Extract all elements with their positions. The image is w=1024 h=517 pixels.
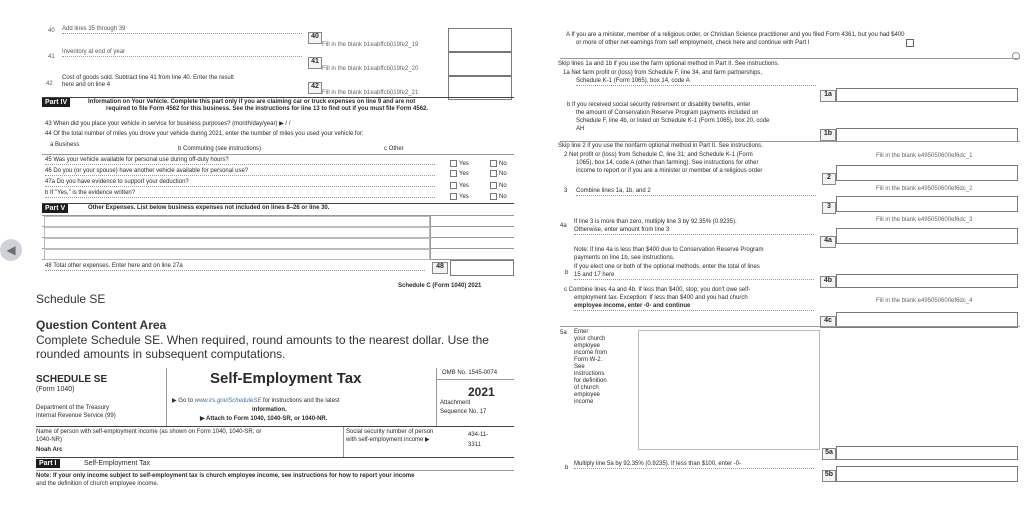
name-label: Name of person with self-employment income (as shown on Form 1040, 1040-SR, or	[36, 429, 262, 435]
ssn-value: 434-11-	[468, 432, 489, 438]
line-2-fill-label: Fill in the blank e495050600ef6dc_1	[876, 153, 973, 159]
previous-page-arrow-icon[interactable]: ◀	[0, 239, 22, 261]
line-3-box: 3	[822, 202, 836, 214]
dept-treasury: Department of the Treasury	[36, 405, 110, 411]
line-2-label: 2 Net profit or (loss) from Schedule C, line 31; and Schedule K-1 (Form	[564, 152, 753, 158]
attachment-label: Attachment	[440, 400, 471, 406]
line-44a-label: a Business	[50, 142, 80, 148]
line-1b-label: b If you received social security retirement or disability benefits, enter	[567, 102, 751, 108]
name-label-2: 1040-NR)	[36, 437, 63, 443]
line-4c-label: c Combine lines 4a and 4b. If less than $400, stop; you don't owe self-	[564, 287, 751, 293]
line-1a-label-2: Schedule K-1 (Form 1065), box 14, code A	[576, 78, 816, 86]
line-A-label: A If you are a minister, member of a religious order, or Christian Science practitioner and you filed Form 4361, but you had $400	[566, 32, 905, 38]
line-5a-input[interactable]	[638, 330, 820, 450]
line-2-label-2: 1065), box 14, code A (other than farming). See instructions for other	[576, 160, 759, 166]
part-v-label: Part V	[42, 204, 68, 213]
line-2-box: 2	[822, 173, 836, 185]
schedule-se-heading: Schedule SE	[36, 292, 106, 306]
line-47b-yes[interactable]: Yes	[450, 193, 469, 201]
line-2-label-3: income to report or if you are a minister or member of a religious order	[576, 168, 763, 174]
ssn-label: Social security number of person	[346, 429, 434, 435]
line-4a-box: 4a	[820, 236, 836, 248]
part-i-label: Part I	[36, 459, 60, 468]
line-4c-box: 4c	[820, 316, 836, 328]
other-expense-desc-1[interactable]	[44, 216, 430, 227]
other-expense-desc-2[interactable]	[44, 227, 430, 238]
line-5a-num: 5a	[560, 330, 567, 336]
line-40-fill-label: Fill in the blank b1eabffcb019fe2_19	[322, 42, 419, 48]
line-41-num: 41	[48, 54, 55, 60]
line-44c-label: c Other	[384, 146, 404, 152]
line-42-label: Cost of goods sold. Subtract line 41 from line 40. Enter the result here and on line 4	[62, 75, 234, 88]
line-47a-yes[interactable]: Yes	[450, 182, 469, 190]
ssn-label-2: with self-employment income ▶	[346, 437, 430, 443]
line-4c-label-2: employment tax. Exception: If less than $400 and you had church	[574, 295, 748, 301]
line-45-label: 45 Was your vehicle available for personal use during off-duty hours?	[45, 157, 435, 165]
line-42-num: 42	[46, 81, 53, 87]
line-A-label-2: or more of other net earnings from self employment, check here and continue with Part I	[576, 40, 810, 46]
line-40-label: Add lines 35 through 39	[62, 26, 302, 34]
line-4a-label: If line 3 is more than zero, multiply line 3 by 92.35% (0.9235).	[574, 219, 737, 225]
ssn-value-2: 3311	[468, 442, 481, 448]
part-iv-label: Part IV	[42, 98, 70, 107]
tax-year: 2021	[468, 385, 495, 399]
line-41-fill-label: Fill in the blank b1eabffcb019fe2_20	[322, 66, 419, 72]
line-5b-num: b	[565, 465, 569, 471]
taxpayer-name: Noah Arc	[36, 447, 63, 453]
line-41-box: 41	[308, 57, 322, 69]
line-4b-input[interactable]	[836, 274, 1018, 288]
line-1a-input[interactable]	[836, 88, 1018, 102]
line-4b-box: 4b	[820, 276, 836, 288]
line-45-no[interactable]: No	[490, 160, 507, 168]
se-form: (Form 1040)	[36, 386, 75, 393]
schedule-c-footer: Schedule C (Form 1040) 2021	[398, 283, 482, 289]
line-4a-label-2: Otherwise, enter amount from line 3	[574, 227, 814, 235]
other-expense-desc-4[interactable]	[44, 249, 430, 260]
line-46-yes[interactable]: Yes	[450, 170, 469, 178]
se-name: Self-Employment Tax	[210, 370, 362, 387]
line-5b-input[interactable]	[836, 466, 1018, 482]
line-4b-label: If you elect one or both of the optional methods, enter the total of lines	[574, 264, 760, 270]
line-4a-fill-label: Fill in the blank e495050600ef6dc_3	[876, 217, 973, 223]
line-3-input[interactable]	[836, 196, 1018, 212]
line-48-input[interactable]	[450, 260, 514, 276]
line-4b-num: b	[565, 270, 569, 276]
line-A-checkbox[interactable]	[906, 39, 914, 47]
note-4: Note: If line 4a is less than $400 due to Conservation Reserve Program	[574, 247, 764, 253]
line-4c-fill-label: Fill in the blank e495050600ef6dc_4	[876, 298, 973, 304]
skip-note-2: Skip line 2 if you use the nonfarm optional method in Part II. See instructions.	[558, 143, 763, 149]
line-5a-label: Enter your church employee income from Form W-2. See instructions for definition of church employee income	[574, 329, 608, 405]
part-i-title: Self-Employment Tax	[84, 460, 151, 467]
line-4b-label-2: 15 and 17 here	[574, 272, 814, 280]
sequence-number: Sequence No. 17	[440, 409, 487, 415]
part-i-note-2: and the definition of church employee income.	[36, 481, 159, 487]
question-content-title: Question Content Area	[36, 318, 167, 332]
omb-number: OMB No. 1545-0074	[442, 370, 498, 376]
line-40-box: 40	[308, 32, 322, 44]
line-4a-input[interactable]	[836, 228, 1018, 244]
other-expense-desc-3[interactable]	[44, 238, 430, 249]
line-48-box: 48	[432, 262, 448, 274]
line-46-label: 46 Do you (or your spouse) have another vehicle available for personal use?	[45, 168, 435, 176]
line-42-fill-label: Fill in the blank b1eabffcb019fe2_21	[322, 90, 419, 96]
line-44b-label: b Commuting (see instructions)	[178, 146, 262, 152]
line-1b-box: 1b	[820, 129, 836, 141]
line-5a-amount-input[interactable]	[836, 446, 1018, 460]
line-48-label: 48 Total other expenses. Enter here and on line 27a	[45, 263, 425, 271]
line-41-input[interactable]	[448, 52, 512, 76]
se-attach: ▶ Attach to Form 1040, 1040-SR, or 1040-NR.	[200, 416, 328, 422]
line-47a-label: 47a Do you have evidence to support your deduction?	[45, 179, 435, 187]
question-text: Complete Schedule SE. When required, round amounts to the nearest dollar. Use the rounded amounts in subsequent computations.	[36, 333, 489, 361]
se-goto: ▶ Go to www.irs.gov/ScheduleSE for instructions and the latest	[172, 398, 340, 404]
line-40-num: 40	[48, 28, 55, 34]
part-iv-title: Information on Your Vehicle. Complete this part only if you are claiming car or truck expenses on line 9 and are not required to file Form 4562 for this business. See the instructions for line 13 to find out if you must file Form 4562.	[88, 99, 429, 112]
line-44-label: 44 Of the total number of miles you drove your vehicle during 2021, enter the number of miles you used your vehicle for:	[45, 131, 364, 137]
line-1a-label: 1a Net farm profit or (loss) from Schedule F, line 34, and farm partnerships,	[563, 70, 763, 76]
line-43-label: 43 When did you place your vehicle in service for business purposes? (month/day/year) ▶ / /	[45, 121, 291, 127]
line-5b-box: 5b	[822, 470, 836, 482]
line-1a-box: 1a	[820, 90, 836, 102]
line-3-label: Combine lines 1a, 1b, and 2	[576, 188, 816, 196]
se-info: information.	[252, 407, 287, 413]
line-40-input[interactable]	[448, 28, 512, 52]
irs-link[interactable]: www.irs.gov/ScheduleSE	[194, 398, 262, 404]
se-title: SCHEDULE SE	[36, 374, 108, 385]
line-46-no[interactable]: No	[490, 170, 507, 178]
line-4c-label-3: employee income, enter -0- and continue	[574, 303, 814, 311]
line-3-fill-label: Fill in the blank e495050600ef6dc_2	[876, 186, 973, 192]
line-2-input[interactable]	[836, 165, 1018, 181]
line-47b-no[interactable]: No	[490, 193, 507, 201]
part-i-note: Note: If your only income subject to self-employment tax is church employee income, see instructions for how to report your income	[36, 473, 415, 479]
line-47b-label: b If "Yes," is the evidence written?	[45, 190, 435, 198]
line-1b-label-4: AH	[576, 126, 585, 132]
part-v-title: Other Expenses. List below business expenses not included on lines 8–26 or line 30.	[88, 205, 330, 211]
line-1b-label-2: the amount of Conservation Reserve Program payments included on	[576, 110, 759, 116]
line-45-yes[interactable]: Yes	[450, 160, 469, 168]
line-5b-label: Multiply line 5a by 92.35% (0.9235). If less than $100, enter -0-	[574, 461, 814, 469]
note-4-2: payments on line 1b, see instructions.	[574, 255, 675, 261]
line-3-num: 3	[564, 188, 568, 194]
line-42-box: 42	[308, 82, 322, 94]
line-41-label: Inventory at end of year	[62, 49, 302, 57]
irs-label: Internal Revenue Service (99)	[36, 413, 116, 419]
line-47a-no[interactable]: No	[490, 182, 507, 190]
line-1b-label-3: Schedule F, line 4b, or listed on Schedule K-1 (Form 1065), box 20, code	[576, 118, 770, 124]
line-5a-box: 5a	[822, 448, 836, 460]
skip-note-1: Skip lines 1a and 1b if you use the farm optional method in Part II. See instructions.	[558, 61, 780, 67]
line-4a-num: 4a	[560, 223, 567, 229]
line-1b-input[interactable]	[836, 128, 1018, 142]
